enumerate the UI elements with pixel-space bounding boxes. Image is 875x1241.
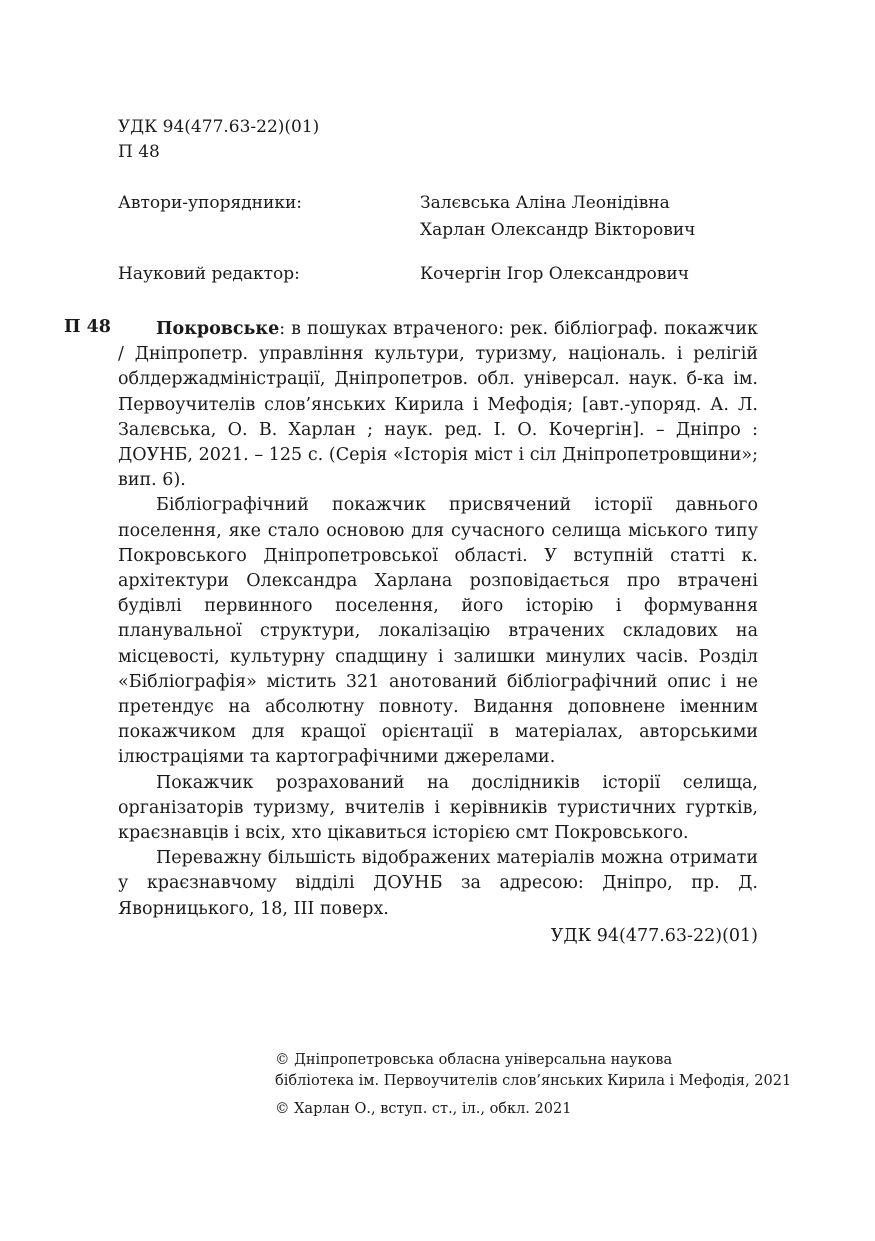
record-description-text: : в пошуках втраченого: рек. бібліограф. покажчик / Дніпропетр. управління культури, туризму, національ. і релігій облдержадміністрації, Дніпропетров. обл. універсал. наук. б-ка ім. Первоучителів слов’янських Кирила і Мефодія; [авт.-упоряд. А. Л. Залєвська, О. В. Харлан ; наук. ред. І. О. Кочергін]. – Дніпро : ДОУНБ, 2021. – 125 с. (Серія «Історія міст і сіл Дніпропетровщини»; вип. 6). <box>118 319 758 491</box>
udc-code-bottom: УДК 94(477.63-22)(01) <box>550 925 758 946</box>
author-mark: П 48 <box>118 142 160 162</box>
credits-block <box>118 190 695 305</box>
abstract-paragraph: Покажчик розрахований на дослідників історії селища, організаторів туризму, вчителів і керівників туристичних гуртків, краєзнавців і всіх, хто цікавиться історією смт Покровського. <box>118 772 758 844</box>
compiler-name: Залєвська Аліна Леонідівна <box>420 193 670 213</box>
copyright-line: бібліотека ім. Первоучителів слов’янських Кирила і Мефодія, 2021 <box>275 1073 792 1089</box>
bibliographic-record <box>118 317 758 949</box>
editor-names <box>420 261 689 288</box>
record-description <box>118 317 758 493</box>
udc-code: УДК 94(477.63-22)(01) <box>118 117 320 137</box>
editor-row <box>118 261 695 288</box>
record-title: Покровське <box>156 319 280 339</box>
abstract-paragraph: Переважну більшість відображених матеріалів можна отримати у краєзнавчому відділі ДОУНБ за адресою: Дніпро, пр. Д. Яворницького, 18, ІІІ поверх. <box>118 848 758 919</box>
compilers-label: Автори-упорядники: <box>118 193 303 213</box>
editor-name: Кочергін Ігор Олександрович <box>420 264 689 284</box>
compilers-row <box>118 190 695 244</box>
compilers-names <box>420 190 695 244</box>
editor-label: Науковий редактор: <box>118 264 300 284</box>
copyright-line: © Харлан О., вступ. ст., іл., обкл. 2021 <box>275 1101 572 1117</box>
abstract-paragraph: Бібліографічний покажчик присвячений історії давнього поселення, яке стало основою для сучасного селища міського типу Покровського Дніпропетровської області. У вступній статті к. архітектури Олександра Харлана розповідається про втрачені будівлі первинного поселення, його історію і формування планувальної структури, локалізацію втрачених складових на місцевості, культурну спадщину і залишки минулих часів. Розділ «Бібліографія» містить 321 анотований бібліографічний опис і не претендує на абсолютну повноту. Видання доповнене іменним покажчиком для кращої орієнтації в матеріалах, авторськими ілюстраціями та картографічними джерелами. <box>118 495 758 768</box>
copyright-block <box>275 1050 791 1120</box>
compiler-name: Харлан Олександр Вікторович <box>420 220 696 240</box>
cutter-mark: П 48 <box>64 317 111 337</box>
udc-block <box>118 115 319 165</box>
copyright-line: © Дніпропетровська обласна універсальна наукова <box>275 1052 673 1068</box>
